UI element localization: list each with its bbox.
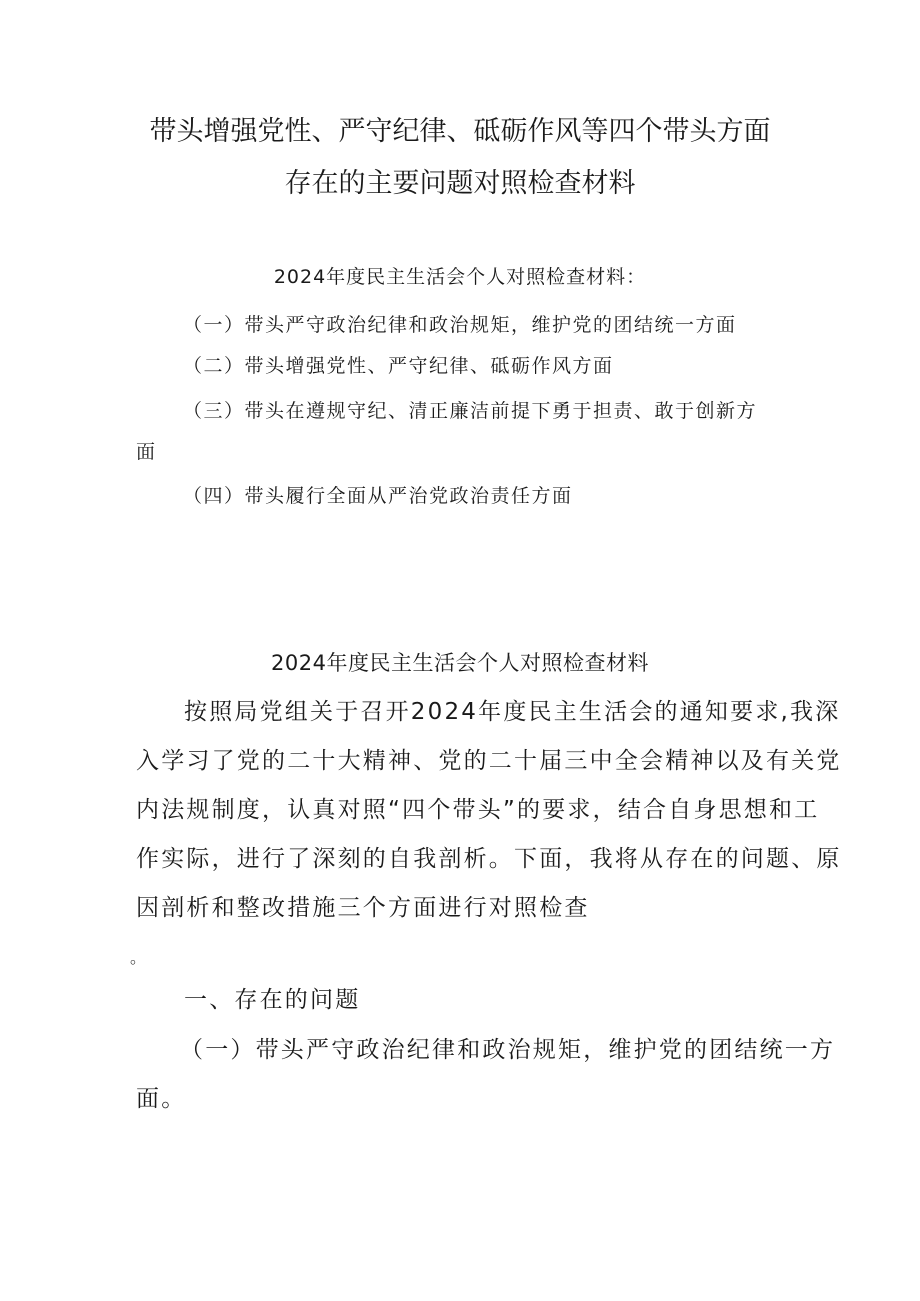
paragraph-1-line-1: 按照局党组关于召开2024年度民主生活会的通知要求,我深	[184, 699, 841, 725]
body-heading: 2024年度民主生活会个人对照检查材料	[271, 651, 649, 675]
outline-item-4: （四）带头履行全面从严治党政治责任方面	[183, 485, 573, 507]
subsection-1-line-1: （一）带头严守政治纪律和政治规矩，维护党的团结统一方	[180, 1037, 836, 1063]
outline-item-3-line-1: （三）带头在遵规守纪、清正廉洁前提下勇于担责、敢于创新方	[183, 400, 758, 422]
paragraph-1-line-5: 因剖析和整改措施三个方面进行对照检查	[136, 895, 590, 921]
document-title-line-1: 带头增强党性、严守纪律、砥砺作风等四个带头方面	[149, 116, 771, 147]
outline-item-1: （一）带头严守政治纪律和政治规矩，维护党的团结统一方面	[183, 314, 737, 336]
paragraph-1-end-mark: 。	[130, 948, 147, 967]
section-1-heading: 一、存在的问题	[184, 987, 361, 1013]
outline-heading: 2024年度民主生活会个人对照检查材料：	[273, 266, 647, 288]
outline-item-2: （二）带头增强党性、严守纪律、砥砺作风方面	[183, 355, 614, 377]
subsection-1-line-2: 面。	[136, 1086, 187, 1112]
paragraph-1-line-2: 入学习了党的二十大精神、党的二十届三中全会精神以及有关党	[136, 748, 842, 774]
outline-item-3-line-2: 面	[136, 441, 157, 463]
paragraph-1-line-3: 内法规制度，认真对照“四个带头”的要求，结合自身思想和工	[136, 797, 820, 823]
document-title-line-2: 存在的主要问题对照检查材料	[284, 168, 636, 199]
paragraph-1-line-4: 作实际，进行了深刻的自我剖析。下面，我将从存在的问题、原	[136, 846, 842, 872]
